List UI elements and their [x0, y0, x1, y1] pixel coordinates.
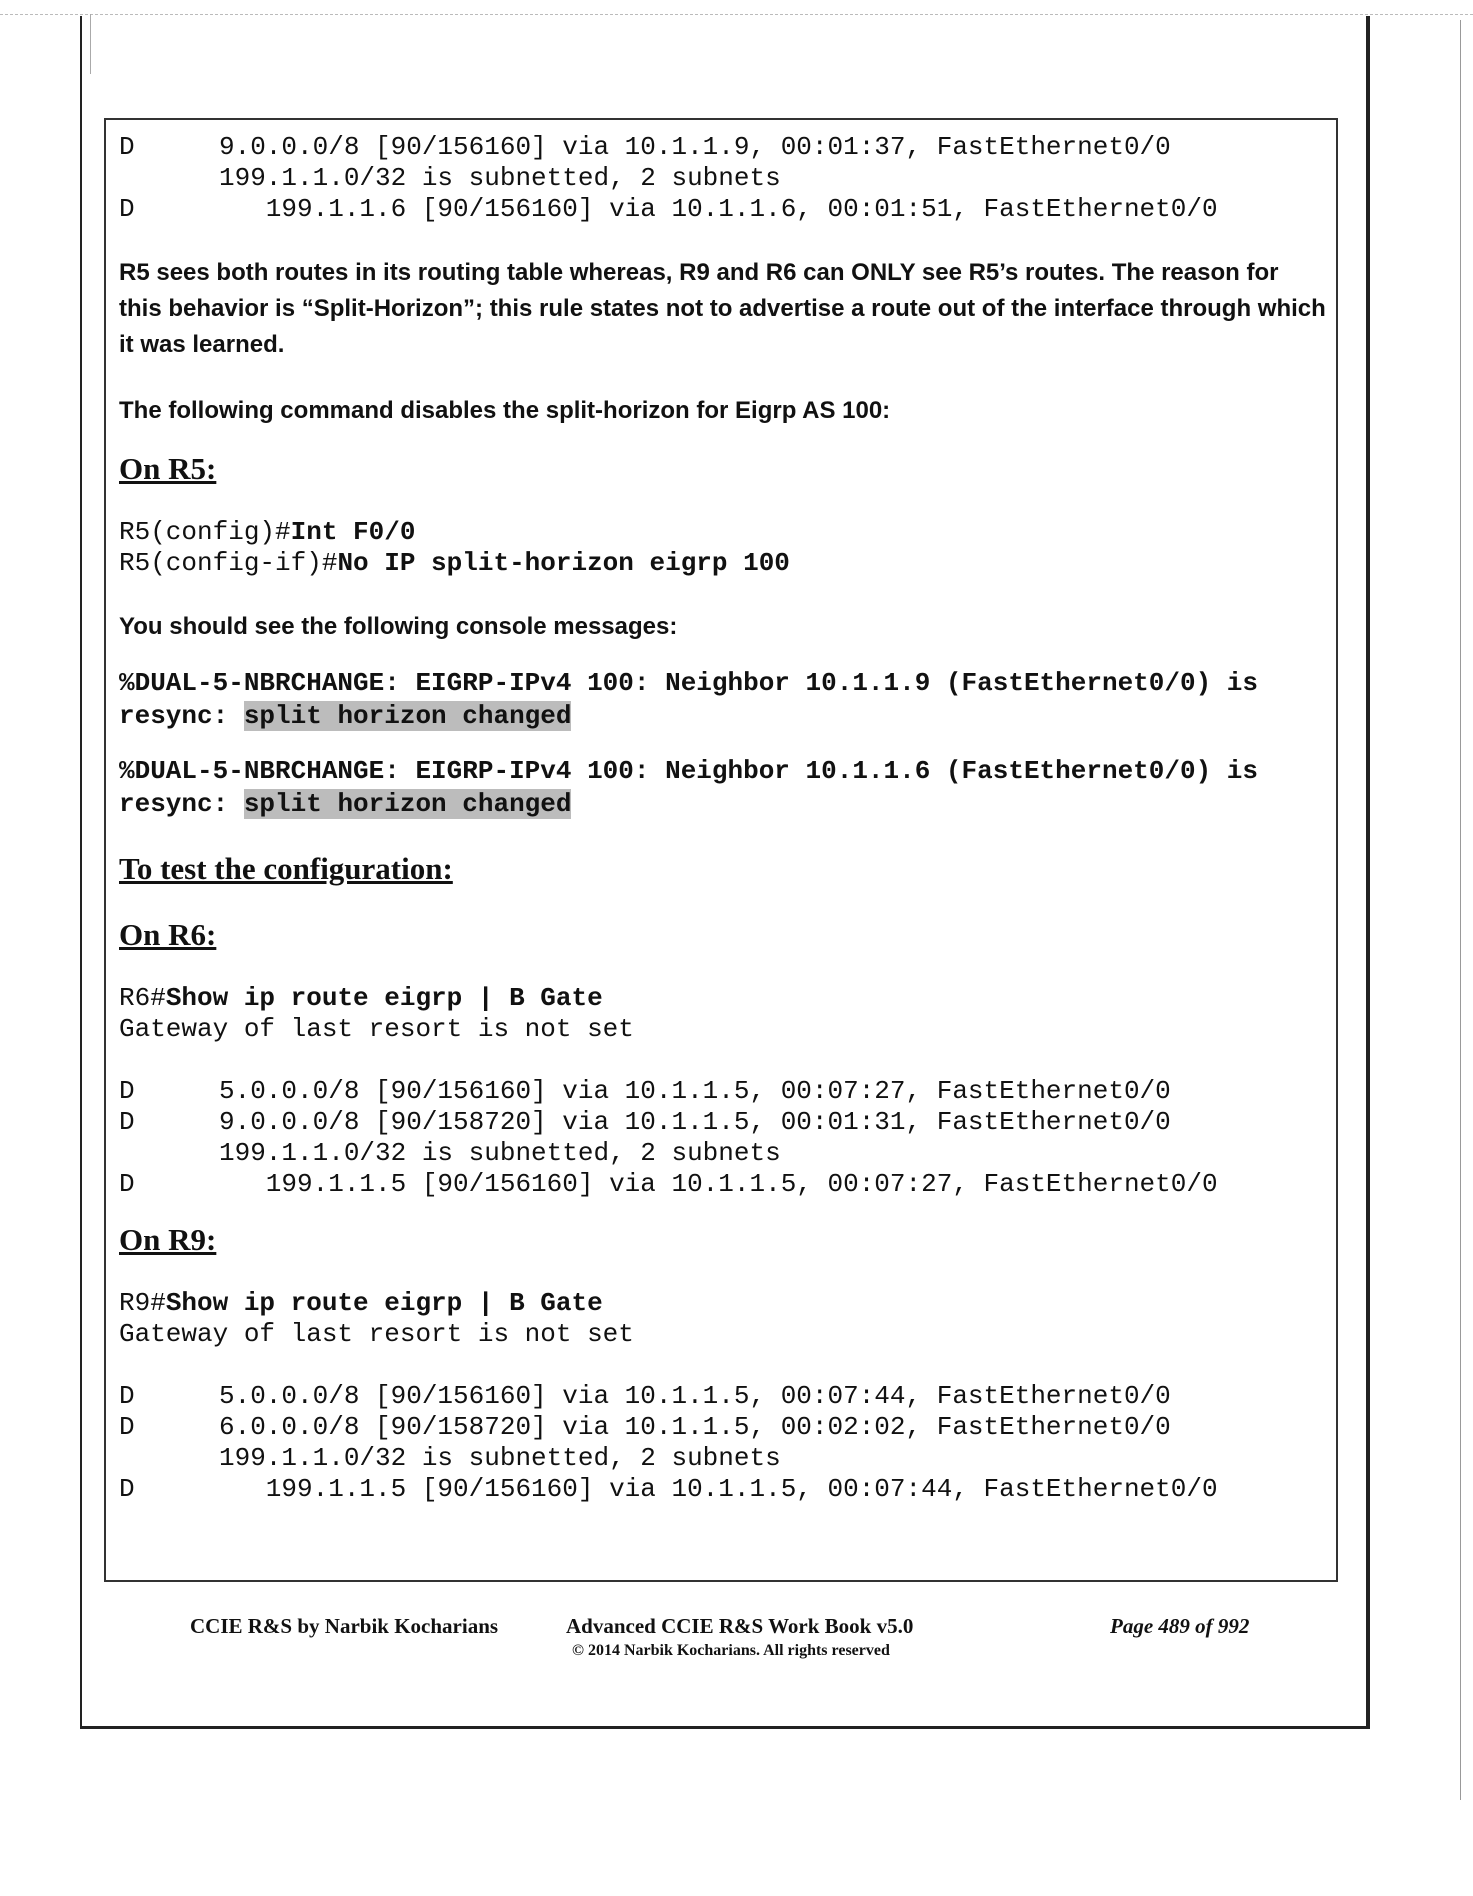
- show-command-line: [119, 1288, 1326, 1319]
- footer-page-number: Page 489 of 992: [1110, 1614, 1250, 1638]
- route-line: [119, 1107, 1326, 1138]
- route-code: D: [119, 194, 135, 224]
- command-prompt: R9#: [119, 1288, 166, 1318]
- console-message: [119, 755, 1326, 821]
- route-text: 199.1.1.6 [90/156160] via 10.1.1.6, 00:01:51, FastEthernet0/0: [219, 194, 1218, 224]
- route-text: 6.0.0.0/8 [90/158720] via 10.1.1.5, 00:02:02, FastEthernet0/0: [219, 1412, 1171, 1442]
- route-text: 5.0.0.0/8 [90/156160] via 10.1.1.5, 00:07:44, FastEthernet0/0: [219, 1381, 1171, 1411]
- heading-on-r6: On R6:: [119, 917, 217, 952]
- route-text: 199.1.1.0/32 is subnetted, 2 subnets: [219, 1443, 781, 1473]
- command-text: Show ip route eigrp | B Gate: [165, 1288, 603, 1318]
- route-code: [119, 1443, 219, 1474]
- route-line: [119, 1381, 1326, 1412]
- config-line: [119, 517, 1326, 548]
- route-text: 199.1.1.0/32 is subnetted, 2 subnets: [219, 163, 781, 193]
- command-prompt: R6#: [119, 983, 166, 1013]
- route-code: D: [119, 1412, 135, 1442]
- explanation-paragraph: R5 sees both routes in its routing table whereas, R9 and R6 can ONLY see R5’s routes. The reason for this behavior is “Split-Horizon”; this rule states not to advertise a route out of the interface through which it was learned.: [119, 259, 1326, 358]
- route-text: 199.1.1.5 [90/156160] via 10.1.1.5, 00:07:27, FastEthernet0/0: [219, 1169, 1218, 1199]
- route-line: [119, 1138, 1326, 1169]
- console-intro-paragraph: You should see the following console messages:: [119, 613, 678, 640]
- r9-output-block: [119, 1288, 1326, 1505]
- route-code: [119, 1138, 219, 1169]
- footer-book-title: Advanced CCIE R&S Work Book v5.0: [566, 1614, 914, 1638]
- route-text: 199.1.1.5 [90/156160] via 10.1.1.5, 00:07:44, FastEthernet0/0: [219, 1474, 1218, 1504]
- route-line: [119, 1474, 1326, 1505]
- route-line: [119, 1412, 1326, 1443]
- blank-line: [119, 1045, 1326, 1076]
- config-prompt: R5(config-if)#: [119, 548, 338, 578]
- console-message-text: %DUAL-5-NBRCHANGE: EIGRP-IPv4 100: Neighbor 10.1.1.9 (FastEthernet0/0) is resync:: [119, 668, 1274, 731]
- route-line: [119, 1169, 1326, 1200]
- config-line: [119, 548, 1326, 579]
- heading-test-configuration: To test the configuration:: [119, 851, 453, 886]
- top-routing-output: [119, 132, 1326, 225]
- config-prompt: R5(config)#: [119, 517, 291, 547]
- route-text: 9.0.0.0/8 [90/158720] via 10.1.1.5, 00:01:31, FastEthernet0/0: [219, 1107, 1171, 1137]
- r6-output-block: [119, 983, 1326, 1200]
- route-line: [119, 132, 1326, 163]
- command-intro-paragraph: The following command disables the split-horizon for Eigrp AS 100:: [119, 397, 891, 424]
- route-code: D: [119, 1169, 135, 1199]
- route-line: [119, 194, 1326, 225]
- route-text: 9.0.0.0/8 [90/156160] via 10.1.1.9, 00:01:37, FastEthernet0/0: [219, 132, 1171, 162]
- route-text: 5.0.0.0/8 [90/156160] via 10.1.1.5, 00:07:27, FastEthernet0/0: [219, 1076, 1171, 1106]
- route-code: D: [119, 1381, 135, 1411]
- heading-on-r9: On R9:: [119, 1222, 217, 1257]
- config-command: No IP split-horizon eigrp 100: [337, 548, 790, 578]
- console-message: [119, 667, 1326, 733]
- page-top-edge: [0, 14, 1473, 15]
- content-inner: [119, 132, 1326, 1505]
- config-command: Int F0/0: [290, 517, 416, 547]
- route-line: [119, 1076, 1326, 1107]
- route-line: [119, 163, 1326, 194]
- content-box: [104, 118, 1338, 1582]
- heading-on-r5: On R5:: [119, 451, 217, 486]
- console-message-highlight: split horizon changed: [243, 789, 572, 819]
- route-code: [119, 163, 219, 194]
- route-line: [119, 1443, 1326, 1474]
- page-right-edge: [1460, 20, 1461, 1800]
- route-code: D: [119, 1474, 135, 1504]
- route-text: 199.1.1.0/32 is subnetted, 2 subnets: [219, 1138, 781, 1168]
- gateway-line: Gateway of last resort is not set: [119, 1319, 634, 1349]
- r5-config-block: [119, 517, 1326, 579]
- gateway-line: Gateway of last resort is not set: [119, 1014, 634, 1044]
- route-code: D: [119, 132, 135, 162]
- footer-author: CCIE R&S by Narbik Kocharians: [190, 1614, 499, 1638]
- command-text: Show ip route eigrp | B Gate: [165, 983, 603, 1013]
- show-command-line: [119, 983, 1326, 1014]
- console-message-highlight: split horizon changed: [243, 701, 572, 731]
- route-code: D: [119, 1076, 135, 1106]
- console-message-text: %DUAL-5-NBRCHANGE: EIGRP-IPv4 100: Neighbor 10.1.1.6 (FastEthernet0/0) is resync:: [119, 756, 1274, 819]
- blank-line: [119, 1350, 1326, 1381]
- route-code: D: [119, 1107, 135, 1137]
- footer-copyright: © 2014 Narbik Kocharians. All rights reserved: [572, 1642, 890, 1659]
